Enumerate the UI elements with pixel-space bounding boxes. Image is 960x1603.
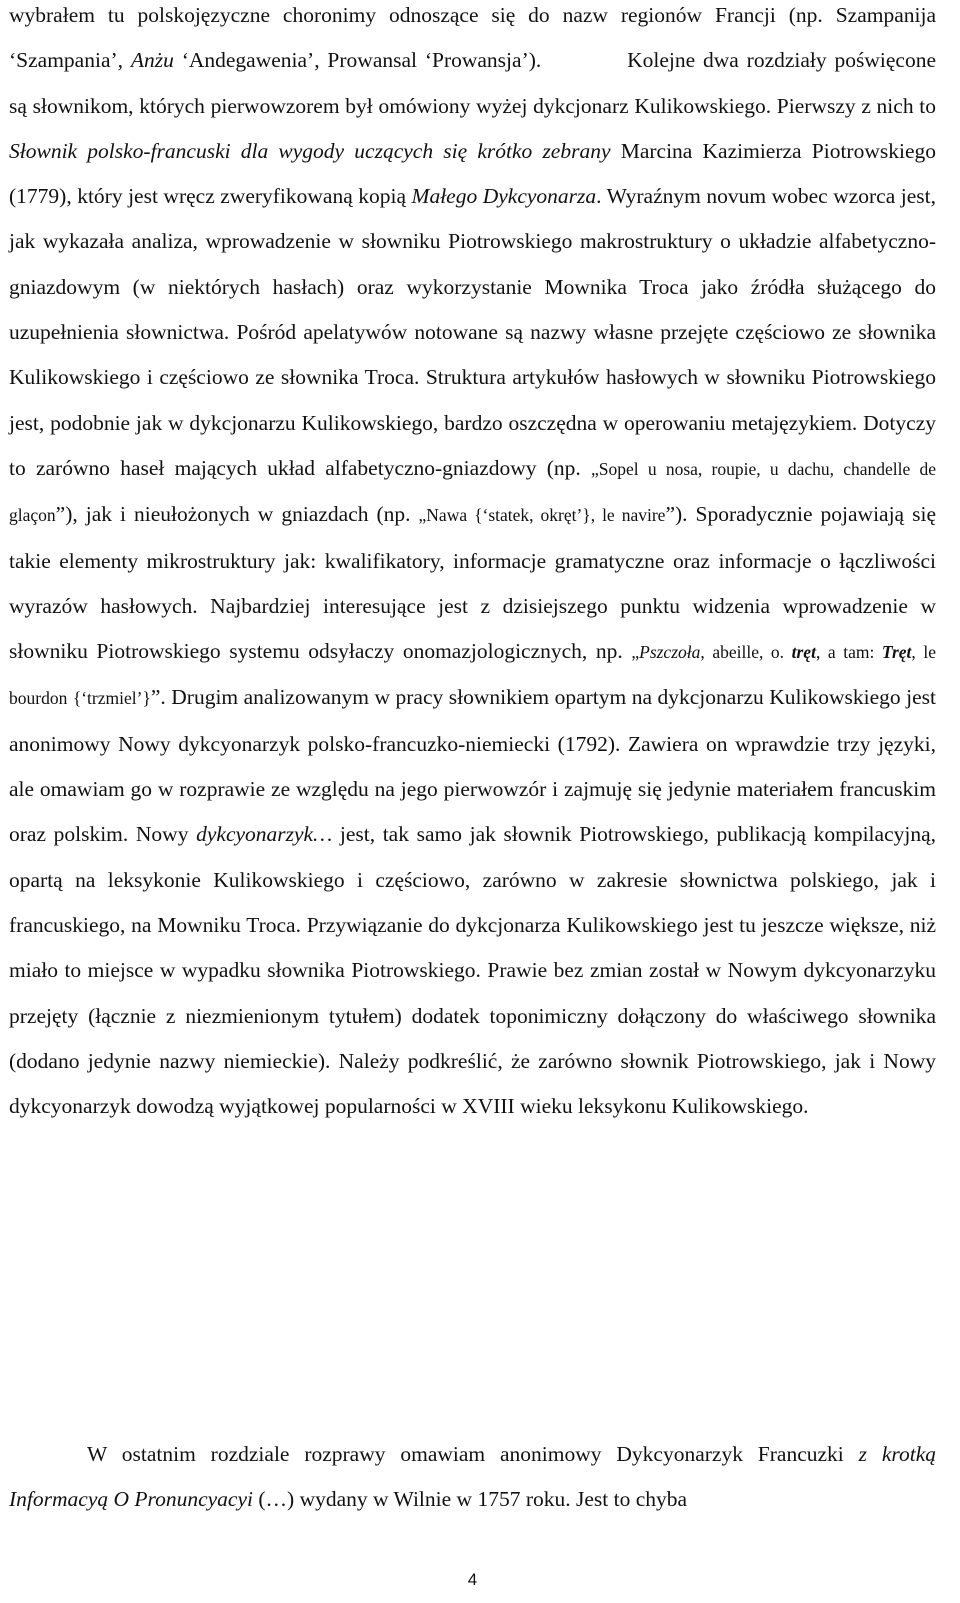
text-line: Zawiera on wprawdzie trzy języki, ale omawiam go w rozprawie ze względu na jego xyxy=(9,731,936,802)
text-line: Kolejne dwa rozdziały poświęcone są słownikom, których pierwowzorem był xyxy=(9,48,936,118)
italic-title: dykcyonarzyk… xyxy=(196,822,333,847)
text-run: ”. Drugim analizowanym w pracy słownikiem opartym na dykcjonarzu xyxy=(150,685,764,710)
bold-italic-entry: Tręt xyxy=(881,642,912,663)
text-line xyxy=(134,502,904,526)
text-run: nieułożonych w gniazdach (np. xyxy=(133,502,419,527)
text-line: opartą na leksykonie Kulikowskiego i częściowo, zarówno w zakresie słownictwa xyxy=(9,867,778,892)
text-line: W ostatnim rozdziale rozprawy omawiam anonimowy Dykcyonarzyk Francuzki xyxy=(87,1442,844,1466)
text-run: (…) wydany w Wilnie w 1757 roku. Jest to chyba xyxy=(253,1487,688,1512)
text-line xyxy=(73,685,764,709)
italic-title: francuski dla wygody uczących się krótko zebrany xyxy=(150,138,611,163)
text-line: dzisiejszego punktu widzenia wprowadzenie w słowniku Piotrowskiego systemu xyxy=(9,593,937,664)
text-run: Szampanija ‘Szampania’, xyxy=(9,3,936,73)
text-line: makrostruktury o układzie alfabetyczno-gniazdowym (w niektórych hasłach) oraz xyxy=(9,229,936,299)
text-line: oszczędna w operowaniu metajęzykiem. Dotyczy to zarówno haseł mających układ xyxy=(9,410,936,480)
text-line xyxy=(196,822,936,846)
text-run: omówiony wyżej dykcjonarz Kulikowskiego. Pierwszy z nich to xyxy=(378,93,936,118)
text-run: ‘Andegawenia’, Prowansal ‘Prowansja’). xyxy=(173,48,542,73)
text-run: odsyłaczy onomazjologicznych, np. xyxy=(308,639,632,664)
text-run: Marcina Kazimierza Piotrowskiego xyxy=(610,138,936,163)
page-number: 4 xyxy=(467,1570,478,1589)
text-run: . Wyraźnym novum xyxy=(596,184,767,209)
text-line: Piotrowskiego. Prawie bez zmian został w Nowym dykcyonarzyku przejęty (łącznie z xyxy=(9,958,936,1028)
text-line: polskiego, jak i francuskiego, na Mowniku Troca. Przywiązanie do dykcjonarza xyxy=(9,867,936,937)
text-line: Kulikowskiego i częściowo ze słownika Troca. Struktura artykułów hasłowych w xyxy=(9,365,720,390)
text-line: Kulikowskiego jest tu jeszcze większe, niż miało to miejsce w wypadku słownika xyxy=(9,912,937,983)
text-line: pierwowzór i zajmuję się jedynie materiałem francuskim oraz polskim. Nowy xyxy=(9,777,936,847)
italic-entry: Pszczoła xyxy=(639,642,701,663)
text-line: się takie elementy mikrostruktury jak: kwalifikatory, informacje gramatyczne oraz xyxy=(9,502,936,573)
dictionary-quote: {‘trzmiel’} xyxy=(72,688,151,709)
text-run: , a tam: xyxy=(815,642,882,663)
text-line: niezmienionym tytułem) dodatek toponimiczny dołączony do właściwego słownika xyxy=(185,1003,937,1028)
text-run: (1779), który jest wręcz zweryfikowaną kopią xyxy=(9,184,412,209)
text-line: wieku leksykonu Kulikowskiego. xyxy=(520,1094,809,1119)
italic-term: Anżu xyxy=(130,48,174,73)
italic-title: Małego Dykcyonarza xyxy=(411,184,597,209)
text-run: , le bourdon xyxy=(9,642,936,709)
dictionary-quote: „Nawa {‘statek, okręt’}, le navire xyxy=(418,505,666,526)
italic-title: z krotką Informacyą O Pronuncyacyi xyxy=(9,1442,937,1512)
text-line: wykorzystanie Mownika Troca jako źródła służącego do uzupełnienia słownictwa. xyxy=(9,274,937,345)
text-run: jest, tak samo jak słownik Piotrowskiego, publikacją kompilacyjną, xyxy=(332,822,937,847)
text-line: słowniku Piotrowskiego jest, podobnie jak w dykcjonarzu Kulikowskiego, bardzo xyxy=(9,365,936,435)
text-line xyxy=(9,184,766,208)
text-line: (dodano jedynie nazwy niemieckie). Należy podkreślić, że zarówno słownik xyxy=(9,1048,689,1073)
text-run: alfabetyczno-gniazdowy (np. xyxy=(325,455,592,480)
text-line: wybrałem tu polskojęzyczne choronimy odnoszące się do nazw regionów Francji (np. xyxy=(9,3,823,27)
text-run: , abeille, o. xyxy=(700,642,792,663)
body-paragraph xyxy=(9,0,936,1129)
bold-italic-entry: tręt xyxy=(791,642,816,663)
text-line: wobec wzorca jest, jak wykazała analiza, wprowadzenie w słowniku Piotrowskiego xyxy=(9,184,936,254)
text-run: ”). Sporadycznie pojawiają xyxy=(665,502,905,527)
text-line: informacje o łączliwości wyrazów hasłowych. Najbardziej interesujące jest z xyxy=(9,548,937,618)
text-run: ”), jak i xyxy=(55,502,126,527)
text-line: Pośród apelatywów notowane są nazwy własne przejęte częściowo ze słownika xyxy=(236,320,936,345)
document-page xyxy=(9,0,936,1603)
text-line: Kulikowskiego jest anonimowy Nowy dykcyonarzyk polsko-francuzko-niemiecki (1792). xyxy=(9,685,936,756)
body-paragraph xyxy=(9,1432,936,1523)
italic-title: Słownik polsko- xyxy=(9,138,151,163)
dictionary-quote: „Sopel u nosa, roupie, u dachu, chandelle de glaçon xyxy=(9,458,936,526)
quote-mark: „ xyxy=(631,642,640,663)
text-line: Piotrowskiego, jak i Nowy dykcyonarzyk dowodzą wyjątkowej popularności w XVIII xyxy=(9,1048,936,1119)
